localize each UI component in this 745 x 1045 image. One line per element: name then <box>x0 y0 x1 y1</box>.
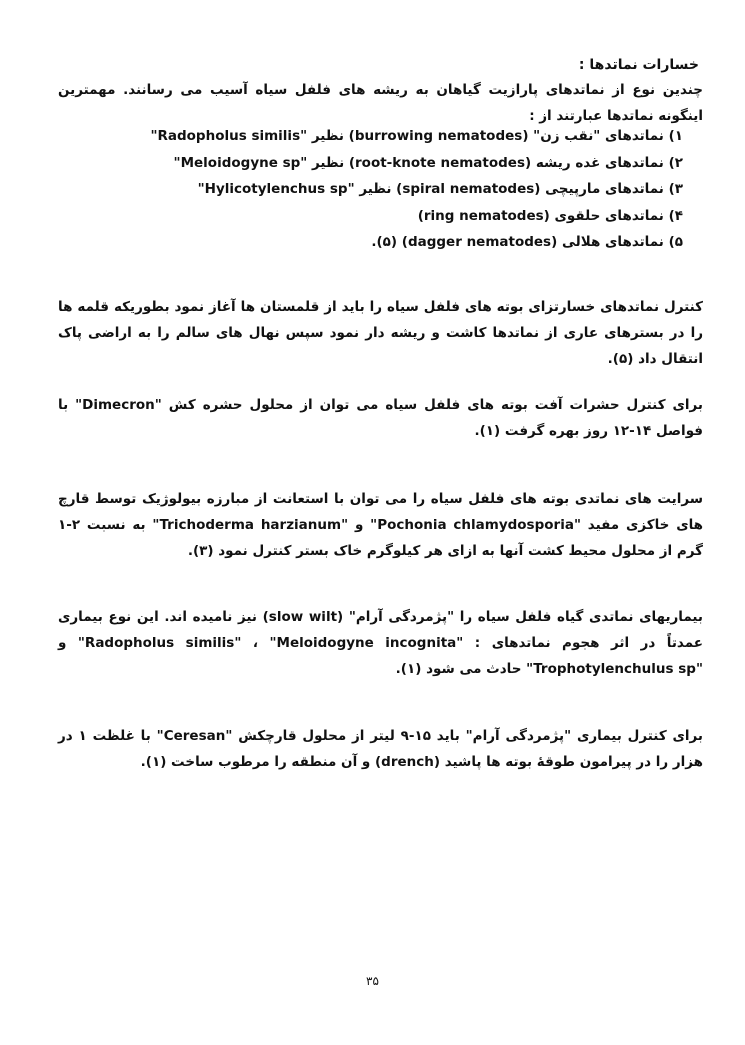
paragraph-biological-control: سرایت های نماتدی بوته های فلفل سیاه را می توان با استعانت از مبارزه بیولوژیک توسط قارچ های خاکزی مفید "Pochonia chlamydosporia" و "Trichoderma harzianum" به نسبت ۲-۱ گرم از محلول محیط کشت آنها به ازای هر کیلوگرم خاک بستر کنترل نمود (۳). <box>58 491 704 559</box>
list-item: ۱) نماتدهای "نقب زن" (burrowing nematodes) نظیر "Radopholus similis" <box>150 128 683 144</box>
list-item: ۳) نماتدهای مارپیچی (spiral nematodes) نظیر "Hylicotylenchus sp" <box>197 181 683 197</box>
list-item: ۲) نماتدهای غده ریشه (root-knote nematodes) نظیر "Meloidogyne sp" <box>173 154 683 171</box>
nematode-list <box>83 123 683 256</box>
list-item: ۴) نماتدهای حلقوی (ring nematodes) <box>417 207 683 224</box>
paragraph-slow-wilt-control: برای کنترل بیماری "پژمردگی آرام" باید ۱۵-۹ لیتر از محلول قارچکش "Ceresan" با غلظت ۱ در هزار را در پیرامون طوقهٔ بوته ها پاشید (drench) و آن منطقه را مرطوب ساخت (۱). <box>58 728 703 770</box>
paragraph-insect-control: برای کنترل حشرات آفت بوته های فلفل سیاه می توان از محلول حشره کش "Dimecron" با فواصل ۱۴-۱۲ روز بهره گرفت (۱). <box>58 397 703 439</box>
list-item: ۵) نماتدهای هلالی (dagger nematodes) (۵). <box>371 234 683 250</box>
section-heading: خسارات نماتدها : <box>578 57 699 73</box>
paragraph-nursery-control: کنترل نماتدهای خسارتزای بوته های فلفل سیاه را باید از قلمستان ها آغاز نمود بطوریکه قلمه ها را در بسترهای عاری از نماتدها کاشت و ریشه دار نمود سپس نهال های سالم را به اراضی پاک انتقال داد (۵). <box>58 299 703 367</box>
page-number: ۳۵ <box>366 974 379 988</box>
intro-paragraph: چندین نوع از نماتدهای پارازیت گیاهان به ریشه های فلفل سیاه آسیب می رسانند. مهمترین اینگونه نماتدها عبارتند از : <box>58 82 703 124</box>
paragraph-slow-wilt: بیماریهای نماتدی گیاه فلفل سیاه را "پژمردگی آرام" (slow wilt) نیز نامیده اند. این نوع بیماری عمدتاً در اثر هجوم نماتدهای : "Radopholus similis" ، "Meloidogyne incognita" و "Trophotylenchulus sp" حادث می شود (۱). <box>58 609 703 677</box>
